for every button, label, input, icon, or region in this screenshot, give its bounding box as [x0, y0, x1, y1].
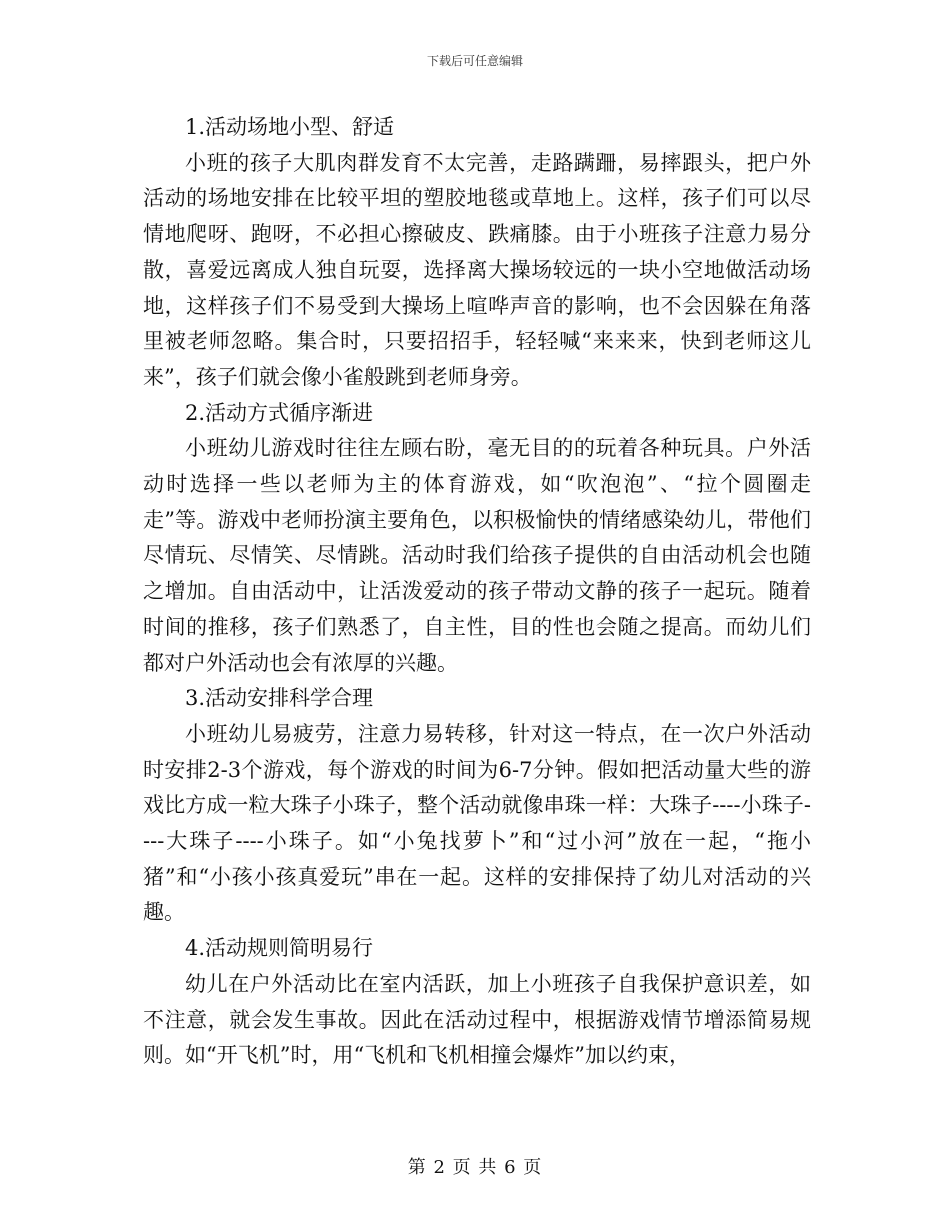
section-heading-1: 1.活动场地小型、舒适 — [185, 115, 395, 139]
section-heading-4: 4.活动规则简明易行 — [185, 936, 374, 961]
section-heading-2: 2.活动方式循序渐进 — [185, 400, 374, 425]
page-header: 下载后可任意编辑 — [426, 54, 523, 68]
paragraph-3: 小班幼儿易疲劳，注意力易转移，针对这一特点，在一次户外活动时安排2-3个游戏，每个游戏的时间为6-7分钟。假如把活动量大些的游戏比方成一粒大珠子小珠子，整个活动就像串珠一样：大珠子----小珠子----大珠子----小珠子。如“小兔找萝卜”和“过小河”放在一起，“拖小猪”和“小孩小孩真爱玩”串在一起。这样的安排保持了幼儿对活动的兴趣。 — [143, 721, 811, 925]
paragraph-2: 小班幼儿游戏时往往左顾右盼，毫无目的的玩着各种玩具。户外活动时选择一些以老师为主的体育游戏，如“吹泡泡”、“拉个圆圈走走”等。游戏中老师扮演主要角色，以积极愉快的情绪感染幼儿，带他们尽情玩、尽情笑、尽情跳。活动时我们给孩子提供的自由活动机会也随之增加。自由活动中，让活泼爱动的孩子带动文静的孩子一起玩。随着时间的推移，孩子们熟悉了，自主性，目的性也会随之提高。而幼儿们都对户外活动也会有浓厚的兴趣。 — [143, 436, 811, 675]
paragraph-1: 小班的孩子大肌肉群发育不太完善，走路蹒跚，易摔跟头，把户外活动的场地安排在比较平坦的塑胶地毯或草地上。这样，孩子们可以尽情地爬呀、跑呀，不必担心擦破皮、跌痛膝。由于小班孩子注意力易分散，喜爱远离成人独自玩耍，选择离大操场较远的一块小空地做活动场地，这样孩子们不易受到大操场上喧哗声音的影响，也不会因躲在角落里被老师忽略。集合时，只要招招手，轻轻喊“来来来，快到老师这儿来”，孩子们就会像小雀般跳到老师身旁。 — [143, 150, 811, 389]
page-number-footer: 第 2 页 共 6 页 — [407, 1157, 543, 1178]
document-body — [143, 110, 811, 1074]
paragraph-4: 幼儿在户外活动比在室内活跃，加上小班孩子自我保护意识差，如不注意，就会发生事故。因此在活动过程中，根据游戏情节增添简易规则。如“开飞机”时，用“飞机和飞机相撞会爆炸”加以约束， — [143, 971, 811, 1068]
section-heading-3: 3.活动安排科学合理 — [185, 686, 374, 711]
